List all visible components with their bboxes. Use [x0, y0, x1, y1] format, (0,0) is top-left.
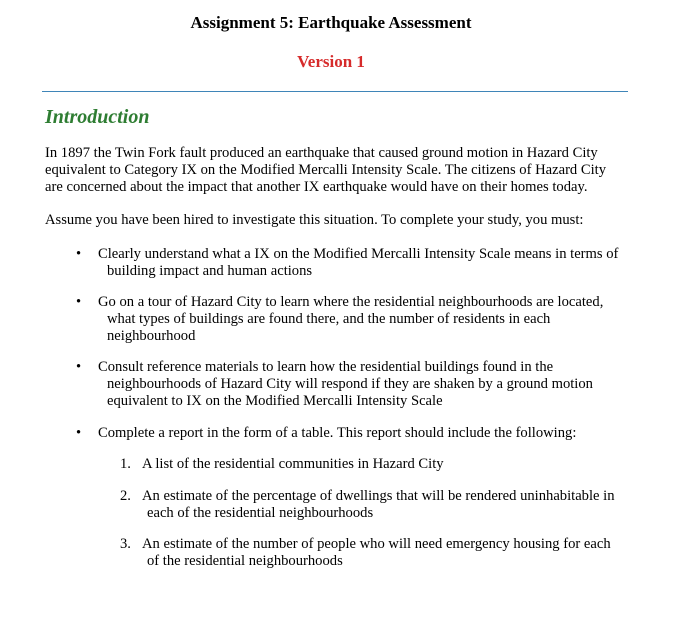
bullet-icon: •	[76, 359, 82, 375]
report-item-number: 3.	[120, 536, 131, 552]
section-divider	[42, 91, 628, 92]
report-item-number: 1.	[120, 456, 131, 472]
bullet-icon: •	[76, 246, 82, 262]
bullet-text: Clearly understand what a IX on the Modified Mercalli Intensity Scale means in terms of building impact and human actions	[98, 246, 619, 279]
bullet-text: Consult reference materials to learn how the residential buildings found in the neighbourhoods of Hazard City will respond if they are shaken by a ground motion equivalent to IX on the Modified Mercalli Intensity Scale	[98, 359, 593, 409]
introduction-heading: Introduction	[45, 106, 150, 128]
report-list-item	[120, 456, 625, 473]
bullet-item	[76, 359, 624, 410]
intro-paragraph-1: In 1897 the Twin Fork fault produced an earthquake that caused ground motion in Hazard City equivalent to Category IX on the Modified Mercalli Intensity Scale. The citizens of Hazard City are concerned about the impact that another IX earthquake would have on their homes today.	[45, 145, 607, 195]
report-item-text: A list of the residential communities in Hazard City	[142, 456, 444, 472]
bullet-icon: •	[76, 294, 82, 310]
bullet-icon: •	[76, 425, 82, 441]
bullet-text: Go on a tour of Hazard City to learn where the residential neighbourhoods are located, what types of buildings are found there, and the number of residents in each neighbourhood	[98, 294, 604, 344]
report-list-item	[120, 536, 625, 570]
document-title: Assignment 5: Earthquake Assessment	[190, 13, 472, 32]
report-item-text: An estimate of the number of people who will need emergency housing for each of the residential neighbourhoods	[142, 536, 611, 569]
bullet-item	[76, 425, 624, 442]
report-list-item	[120, 488, 625, 522]
version-label: Version 1	[297, 52, 365, 71]
report-item-number: 2.	[120, 488, 131, 504]
report-item-text: An estimate of the percentage of dwellings that will be rendered uninhabitable in each of the residential neighbourhoods	[142, 488, 615, 521]
bullet-text: Complete a report in the form of a table. This report should include the following:	[98, 425, 577, 441]
intro-paragraph-2: Assume you have been hired to investigate this situation. To complete your study, you must:	[45, 212, 584, 228]
bullet-item	[76, 246, 624, 280]
bullet-item	[76, 294, 624, 345]
